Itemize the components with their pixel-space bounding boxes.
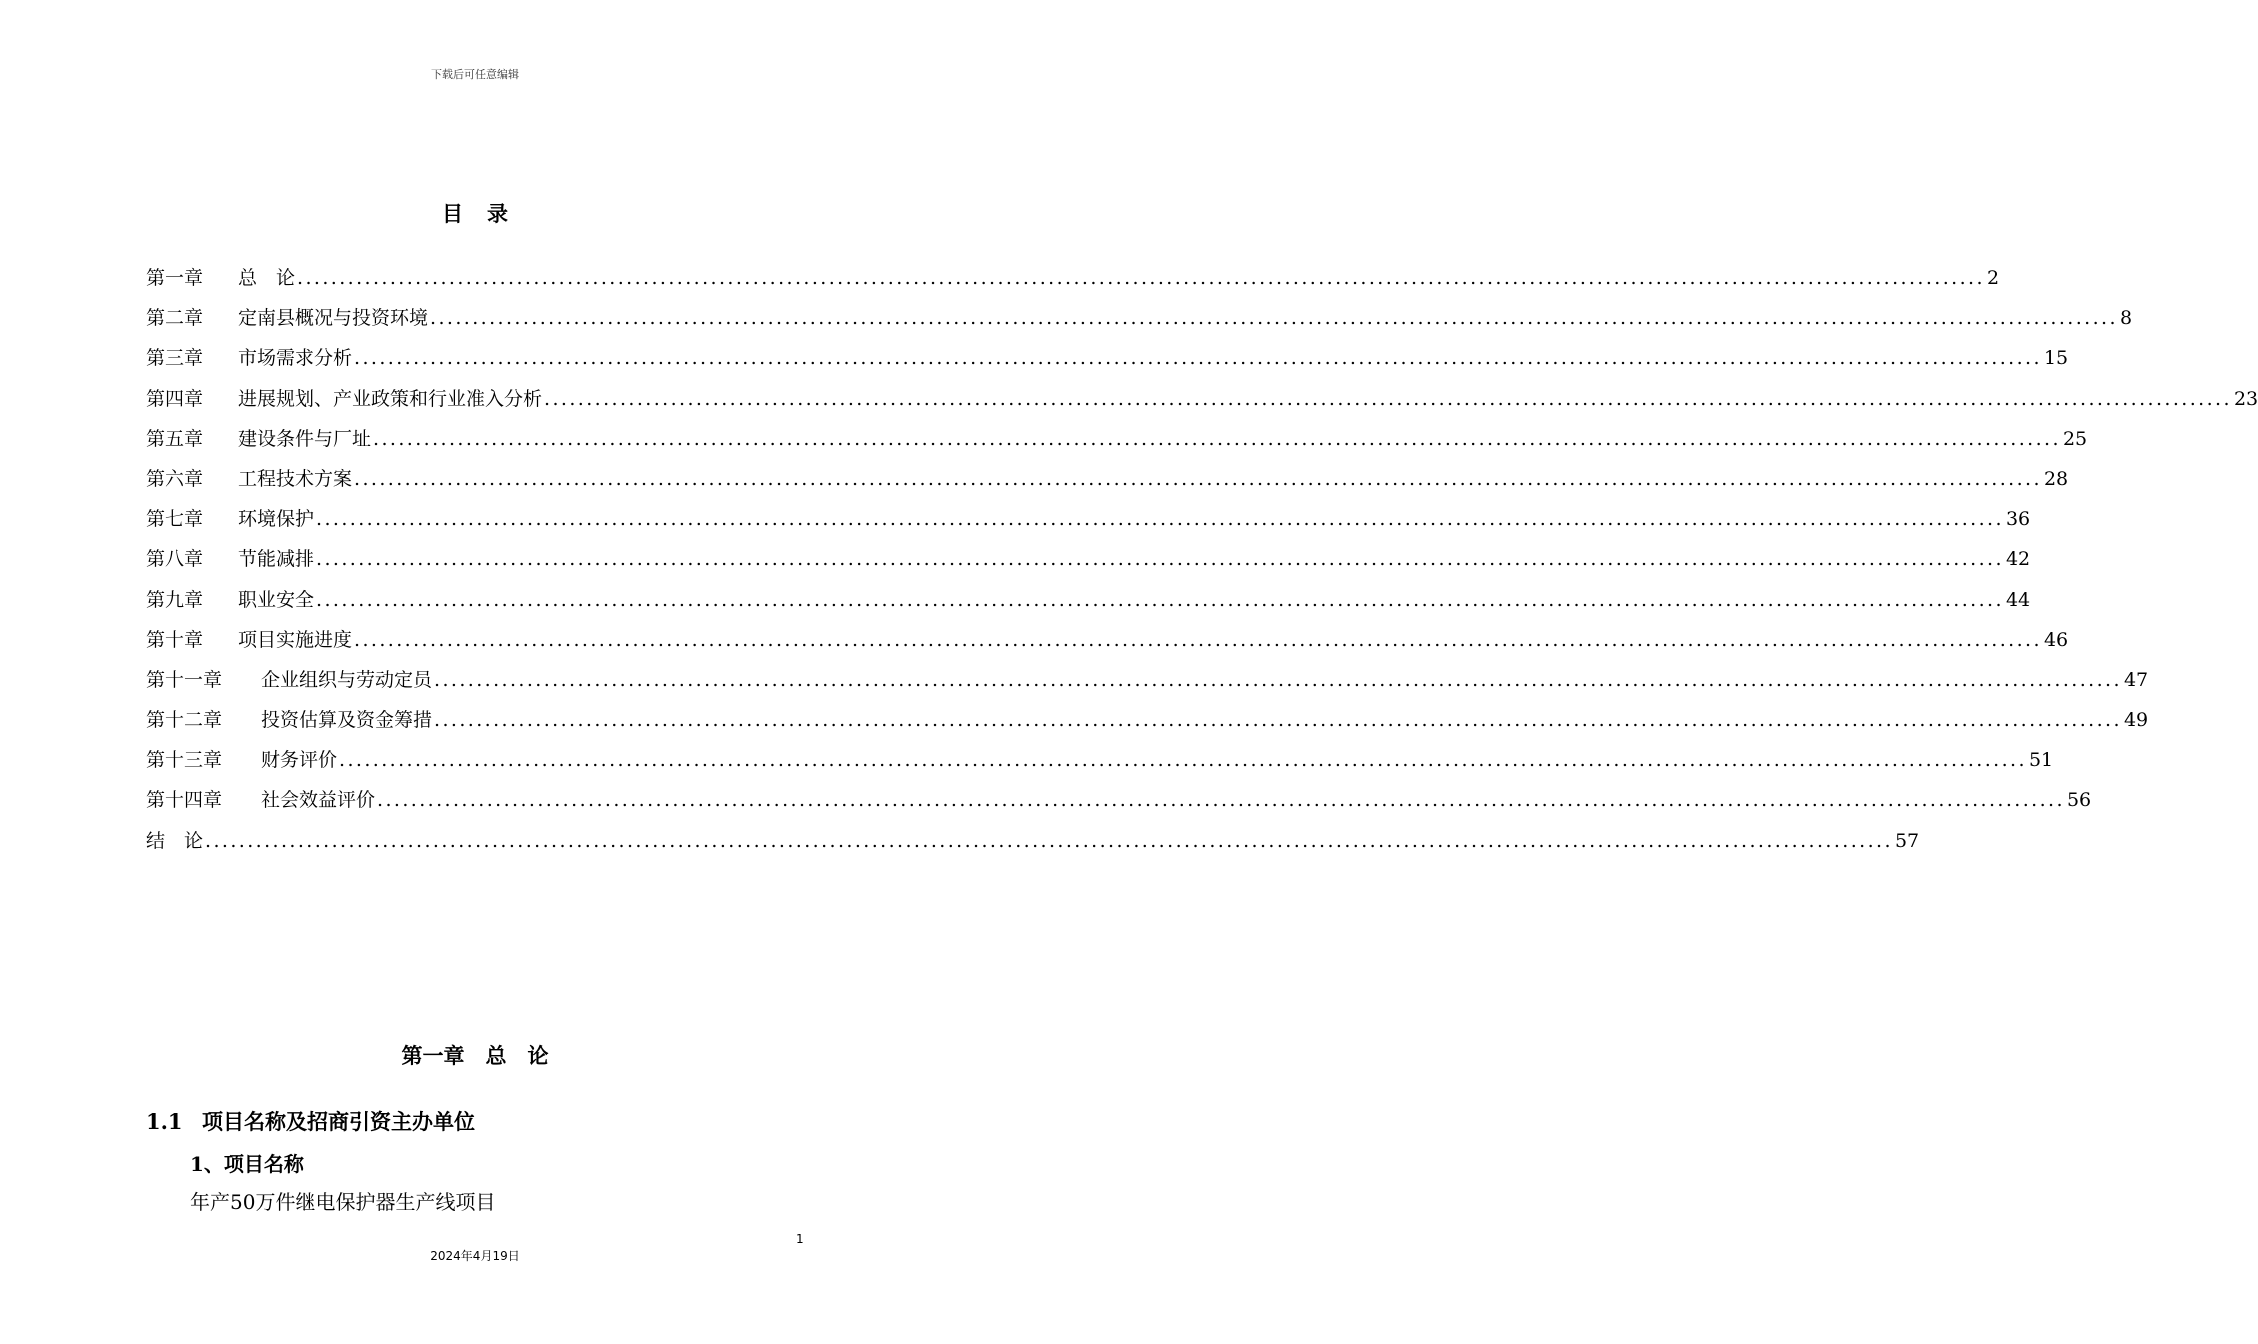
toc-chapter-label: 第五章: [146, 427, 204, 450]
toc-leader-dots: ........................................................................................................................................................................................................: [316, 548, 2004, 571]
toc-entry[interactable]: [146, 499, 2031, 539]
toc-chapter-label: 第四章: [146, 387, 204, 410]
toc-entry[interactable]: [146, 700, 2149, 740]
toc-leader-dots: ........................................................................................................................................................................................................: [434, 668, 2122, 691]
toc-entry[interactable]: [146, 338, 2069, 378]
toc-page-number: 36: [2005, 508, 2031, 531]
toc-entry-title: 定南县概况与投资环境: [238, 307, 429, 330]
toc-leader-dots: ........................................................................................................................................................................................................: [373, 427, 2061, 450]
header-note: 下载后可任意编辑: [431, 68, 519, 81]
toc-title-right: 录: [487, 201, 508, 226]
toc-page-number: 28: [2043, 467, 2069, 490]
toc-entry[interactable]: [146, 660, 2149, 700]
toc-entry[interactable]: [146, 419, 2088, 459]
toc-leader-dots: ........................................................................................................................................................................................................: [205, 829, 1893, 852]
toc-leader-dots: ........................................................................................................................................................................................................: [354, 628, 2042, 651]
toc-leader-dots: ........................................................................................................................................................................................................: [316, 588, 2004, 611]
toc-leader-dots: ........................................................................................................................................................................................................: [354, 467, 2042, 490]
toc-leader-dots: ........................................................................................................................................................................................................: [434, 709, 2122, 732]
toc-page-number: 15: [2043, 347, 2069, 370]
toc-entry-title: 企业组织与劳动定员: [261, 668, 433, 691]
toc-entry-title: 项目实施进度: [238, 628, 353, 651]
toc-entry[interactable]: [146, 740, 2054, 780]
toc-leader-dots: ........................................................................................................................................................................................................: [377, 789, 2065, 812]
toc-page-number: 44: [2005, 588, 2031, 611]
toc-page-number: 8: [2119, 307, 2133, 330]
toc-chapter-label: 第二章: [146, 307, 204, 330]
toc-entry-title: 环境保护: [238, 508, 315, 531]
toc-chapter-label: 第三章: [146, 347, 204, 370]
toc-leader-dots: ........................................................................................................................................................................................................: [339, 749, 2027, 772]
section-number: 1.1: [146, 1109, 183, 1134]
toc-entry-title: 市场需求分析: [238, 347, 353, 370]
toc-entry-title: 职业安全: [238, 588, 315, 611]
toc-title-left: 目: [442, 201, 463, 226]
footer-date: 2024年4月19日: [430, 1249, 520, 1263]
toc-entry[interactable]: [146, 298, 2133, 338]
toc-chapter-label: 第十二章: [146, 709, 223, 732]
toc-entry[interactable]: [146, 780, 2092, 820]
toc-page-number: 25: [2062, 427, 2088, 450]
toc-chapter-label: 第一章: [146, 267, 204, 289]
toc-entry[interactable]: [146, 379, 2258, 419]
chapter-title: 第一章 总 论: [401, 1043, 549, 1068]
toc-leader-dots: ........................................................................................................................................................................................................: [316, 508, 2004, 531]
toc-entry[interactable]: [146, 258, 2000, 298]
toc-leader-dots: ........................................................................................................................................................................................................: [297, 267, 1985, 289]
toc-entry[interactable]: [146, 580, 2031, 620]
section-title: 项目名称及招商引资主办单位: [202, 1109, 475, 1134]
toc-entry-title: 结 论: [146, 829, 204, 852]
toc-page-number: 57: [1894, 829, 1920, 852]
toc-page-number: 51: [2028, 749, 2054, 772]
body-paragraph: 年产50万件继电保护器生产线项目: [190, 1190, 496, 1214]
toc-chapter-label: 第六章: [146, 467, 204, 490]
toc-page-number: 49: [2123, 709, 2149, 732]
toc-leader-dots: ........................................................................................................................................................................................................: [430, 307, 2118, 330]
toc-entry-title: 节能减排: [238, 548, 315, 571]
toc-page-number: 2: [1986, 267, 2000, 289]
toc-chapter-label: 第七章: [146, 508, 204, 531]
toc-page-number: 56: [2066, 789, 2092, 812]
page-number: 1: [796, 1232, 804, 1246]
toc-chapter-label: 第十一章: [146, 668, 223, 691]
toc-entry-title: 投资估算及资金筹措: [261, 709, 433, 732]
toc-leader-dots: ........................................................................................................................................................................................................: [544, 387, 2232, 410]
subsection-heading: 1、项目名称: [190, 1152, 304, 1176]
toc-entry[interactable]: [146, 821, 1920, 861]
toc-page-number: 46: [2043, 628, 2069, 651]
toc-chapter-label: 第十三章: [146, 749, 223, 772]
toc-chapter-label: 第八章: [146, 548, 204, 571]
toc-entry-title: 进展规划、产业政策和行业准入分析: [238, 387, 543, 410]
toc-entry-title: 总 论: [238, 267, 296, 289]
toc-leader-dots: ........................................................................................................................................................................................................: [354, 347, 2042, 370]
toc-entry[interactable]: [146, 459, 2069, 499]
toc-entry[interactable]: [146, 620, 2069, 660]
toc-page-number: 23: [2233, 387, 2258, 410]
toc-page-number: 47: [2123, 668, 2149, 691]
toc-entry[interactable]: [146, 539, 2031, 579]
table-of-contents: [146, 258, 2258, 861]
section-heading: [146, 1106, 475, 1136]
toc-chapter-label: 第十章: [146, 628, 204, 651]
toc-chapter-label: 第十四章: [146, 789, 223, 812]
toc-title: [0, 198, 950, 228]
toc-entry-title: 建设条件与厂址: [238, 427, 372, 450]
toc-entry-title: 财务评价: [261, 749, 338, 772]
toc-entry-title: 工程技术方案: [238, 467, 353, 490]
toc-page-number: 42: [2005, 548, 2031, 571]
toc-entry-title: 社会效益评价: [261, 789, 376, 812]
toc-chapter-label: 第九章: [146, 588, 204, 611]
